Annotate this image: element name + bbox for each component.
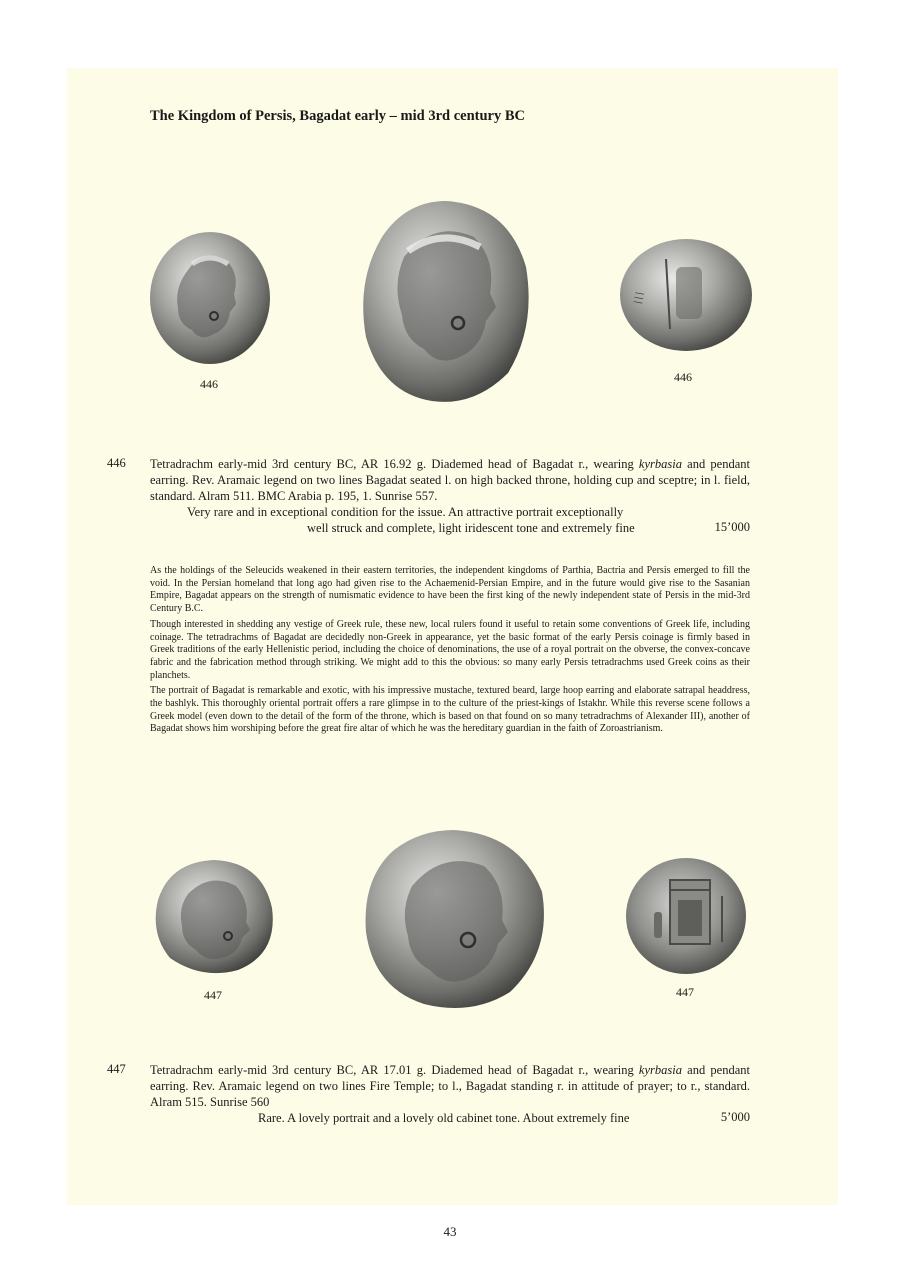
essay-paragraph: Though interested in shedding any vestige of Greek rule, these new, local rulers found it useful to retain some conventions of Greek life, including coinage. The tetradrachms of Bagadat are decidedly non-Greek in appearance, yet the basic format of the early Persis coinage is firmly based in Greek traditions of the early Hellenistic period, including the choice of denominations, the use of a royal portrait on the obverse, the convex-concave fabric and the fabrication method through striking. We might add to this the obvious: so many early Persis tetradrachms used Greek coins as their planchets.	[150, 618, 750, 681]
essay-paragraph: As the holdings of the Seleucids weakened in their eastern territories, the independent kingdoms of Parthia, Bactria and Persis emerged to fill the void. In the Persian homeland that long ago had given rise to the Achaemenid-Persian Empire, and in the future would give rise to the Sasanian Empire, Bagadat appears on the strength of numismatic evidence to have been the first king of the newly independent state of Persis in the mid-3rd Century B.C.	[150, 565, 750, 615]
lot-446-caption-left: 446	[200, 377, 218, 391]
svg-text:∣∣∣: ∣∣∣	[633, 290, 646, 306]
lot-447-desc-a: Tetradrachm early-mid 3rd century BC, AR 17.01 g. Diademed head of Bagadat r., wearing	[150, 1063, 639, 1077]
page-number: 43	[443, 1224, 457, 1239]
lot-447-desc-em: kyrbasia	[638, 1063, 682, 1077]
lot-447-number: 447	[107, 1062, 126, 1076]
lot-447-caption-left: 447	[204, 988, 222, 1002]
lot-447-price: 5’000	[720, 1110, 750, 1124]
coin-447-obverse-large	[360, 828, 548, 1012]
lot-447-description	[150, 1062, 750, 1110]
lot-446-price: 15’000	[714, 520, 750, 534]
lot-447-desc-b: and pendant earring. Rev. Aramaic legend on two lines Fire Temple; to l., Bagadat standing r. in attitude of prayer; to r., standard. Alram 515. Sunrise 560	[150, 1063, 750, 1109]
lot-446-description	[150, 456, 750, 504]
coin-447-obverse-small	[152, 858, 276, 976]
lot-446-desc-em: kyrbasia	[638, 457, 682, 471]
historical-essay	[150, 565, 750, 739]
lot-446-desc-a: Tetradrachm early-mid 3rd century BC, AR 16.92 g. Diademed head of Bagadat r., wearing	[150, 457, 639, 471]
lot-446-caption-right: 446	[674, 370, 692, 384]
essay-paragraph: The portrait of Bagadat is remarkable and exotic, with his impressive mustache, textured beard, large hoop earring and elaborate satrapal headdress, the bashlyk. This thoroughly oriental portrait offers a rare glimpse in to the culture of the priest-kings of Istakhr. While this reverse scene follows a Greek model (even down to the detail of the form of the throne, which is based on that found on so many tetradrachms of Alexander III), another of Bagadat shows him worshiping before the great fire altar of which he was the hereditary guardian in the faith of Zoroastrianism.	[150, 685, 750, 735]
lot-446-condition-1: Very rare and in exceptional condition for the issue. An attractive portrait exceptionally	[187, 505, 624, 519]
coin-446-reverse	[618, 237, 754, 353]
lot-447-condition-1: Rare. A lovely portrait and a lovely old cabinet tone. About extremely fine	[258, 1111, 630, 1125]
coin-446-obverse-small	[148, 230, 272, 366]
page-title: The Kingdom of Persis, Bagadat early – mid 3rd century BC	[150, 108, 525, 124]
coin-447-reverse	[624, 856, 748, 976]
coin-446-obverse-large	[358, 197, 534, 407]
lot-446-condition-2: well struck and complete, light iridescent tone and extremely fine	[307, 521, 635, 535]
lot-446-desc-b: and pendant earring. Rev. Aramaic legend on two lines Bagadat seated l. on high backed throne, holding cup and sceptre; in l. field, standard. Alram 511. BMC Arabia p. 195, 1. Sunrise 557.	[150, 457, 750, 503]
lot-446-number: 446	[107, 456, 126, 470]
lot-447-caption-right: 447	[676, 985, 694, 999]
